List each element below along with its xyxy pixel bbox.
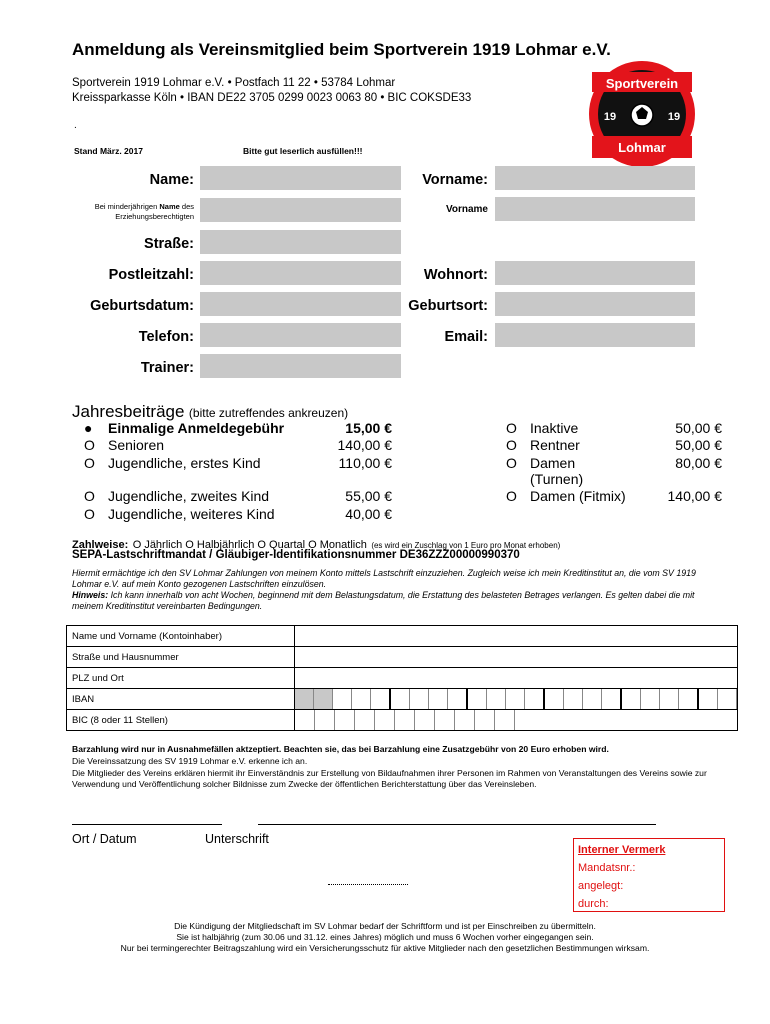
club-logo <box>588 60 696 168</box>
fee-label-continued: (Turnen) <box>530 471 584 487</box>
fee-option[interactable]: O <box>506 437 517 453</box>
fee-label: Jugendliche, erstes Kind <box>108 455 261 471</box>
fee-amount: 140,00 € <box>667 488 722 504</box>
by-label: durch: <box>578 898 609 910</box>
fee-amount: 140,00 € <box>337 437 392 453</box>
email-field[interactable] <box>495 323 695 347</box>
fee-amount: 80,00 € <box>675 455 722 471</box>
fee-label: Jugendliche, zweites Kind <box>108 488 270 504</box>
fee-label: Damen <box>530 455 576 471</box>
fee-amount: 50,00 € <box>675 420 722 436</box>
dotted-line <box>328 884 408 885</box>
statute-note: Die Vereinssatzung des SV 1919 Lohmar e.V. erkenne ich an. <box>72 756 308 766</box>
fee-label: Jugendliche, weiteres Kind <box>108 506 275 522</box>
page-title: Anmeldung als Vereinsmitglied beim Sportverein 1919 Lohmar e.V. <box>72 40 611 59</box>
created-label: angelegt: <box>578 880 624 892</box>
payment-options[interactable]: Zahlweise: O Jährlich O Halbjährlich O Quartal O Monatlich (es wird ein Zuschlag von 1 Euro pro Monat erhoben) <box>72 539 561 551</box>
geburtsdatum-label: Geburtsdatum: <box>90 298 194 314</box>
signature-label: Unterschrift <box>205 832 269 846</box>
fee-label: Einmalige Anmeldegebühr <box>108 420 285 436</box>
geburtsort-field[interactable] <box>495 292 695 316</box>
cash-note: Barzahlung wird nur in Ausnahmefällen aktzeptiert. Beachten sie, das bei Barzahlung eine Zusatzgebühr von 20 Euro erhoben wird. <box>72 744 609 754</box>
fee-option[interactable]: O <box>84 437 95 453</box>
fees-heading: Jahresbeiträge (bitte zutreffendes ankreuzen) <box>72 402 349 421</box>
form-date: Stand März. 2017 <box>74 146 143 156</box>
internal-notes-box <box>573 838 725 912</box>
logo-left-number: 19 <box>603 111 617 123</box>
signature-line <box>258 824 656 825</box>
fee-amount: 55,00 € <box>345 488 392 504</box>
mandate-number-label: Mandatsnr.: <box>578 862 636 874</box>
stray-dot: . <box>74 120 77 131</box>
date-line <box>72 824 222 825</box>
wohnort-field[interactable] <box>495 261 695 285</box>
fee-label: Senioren <box>108 437 165 453</box>
name-label: Name: <box>149 172 194 188</box>
club-address: Sportverein 1919 Lohmar e.V. • Postfach 11 22 • 53784 Lohmar <box>72 77 396 89</box>
bank-row-label: PLZ und Ort <box>67 668 295 689</box>
bank-row-label: IBAN <box>67 689 295 710</box>
strasse-field[interactable] <box>200 230 401 254</box>
fee-option[interactable]: O <box>84 506 95 522</box>
fee-amount: 50,00 € <box>675 437 722 453</box>
fee-option[interactable]: ● <box>84 420 93 436</box>
vorname-field[interactable] <box>495 166 695 190</box>
guardian-vorname-field[interactable] <box>495 197 695 221</box>
vorname-label: Vorname: <box>422 172 488 188</box>
geburtsort-label: Geburtsort: <box>408 298 488 314</box>
bank-row-label: BIC (8 oder 11 Stellen) <box>67 710 295 731</box>
fee-option[interactable]: O <box>84 455 95 471</box>
fee-label: Rentner <box>530 437 580 453</box>
wohnort-label: Wohnort: <box>423 267 488 283</box>
city-field[interactable] <box>295 668 738 689</box>
logo-right-number: 19 <box>667 111 681 123</box>
trainer-field[interactable] <box>200 354 401 378</box>
fee-option[interactable]: O <box>506 488 517 504</box>
photo-consent: Die Mitglieder des Vereins erklären hiermit ihr Einverständnis zur Erstellung von Bildaufnahmen ihrer Personen im Rahmen von Veranstaltungen des Vereins sowie zur Verwendung und Veröffentlichung solcher Bildnisse zum Zwecke der öffentlichen Berichterstattung über das Vereinsleben. <box>72 768 707 789</box>
fee-option[interactable]: O <box>84 488 95 504</box>
bic-field[interactable] <box>295 710 738 731</box>
cancellation-note: Die Kündigung der Mitgliedschaft im SV Lohmar bedarf der Schriftform und ist per Einschreiben zu übermitteln. Sie ist halbjährig (zum 30.06 und 31.12. eines Jahres) möglich und muss 6 Wochen vorher eingegangen sein. Nur bei termingerechter Beitragszahlung wird ein Versicherungsschutz für aktive Mitglieder nach den gesetzlichen Bestimmungen wirksam. <box>120 921 650 953</box>
fee-option[interactable]: O <box>506 455 517 471</box>
fill-hint: Bitte gut leserlich ausfüllen!!! <box>243 146 363 156</box>
logo-top-text: Sportverein <box>605 76 679 91</box>
strasse-label: Straße: <box>144 236 194 252</box>
bank-details-table <box>66 625 738 731</box>
sepa-heading: SEPA-Lastschriftmandat / Gläubiger-Identifikationsnummer DE36ZZZ00000990370 <box>72 549 520 561</box>
fee-amount: 15,00 € <box>345 420 392 436</box>
date-label: Ort / Datum <box>72 832 137 846</box>
iban-field[interactable] <box>295 689 738 710</box>
bank-row-label: Name und Vorname (Kontoinhaber) <box>67 626 295 647</box>
trainer-label: Trainer: <box>140 360 194 376</box>
fee-label: Damen (Fitmix) <box>530 488 626 504</box>
fee-amount: 110,00 € <box>338 455 392 471</box>
club-bank: Kreissparkasse Köln • IBAN DE22 3705 0299 0023 0063 80 • BIC COKSDE33 <box>72 92 472 104</box>
account-holder-field[interactable] <box>295 626 738 647</box>
guardian-vorname-label: Vorname <box>445 204 488 215</box>
telefon-label: Telefon: <box>138 329 194 345</box>
fee-label: Inaktive <box>530 420 579 436</box>
email-label: Email: <box>444 329 488 345</box>
fee-amount: 40,00 € <box>345 506 392 522</box>
fee-option[interactable]: O <box>506 420 517 436</box>
plz-label: Postleitzahl: <box>108 267 194 283</box>
internal-notes-title: Interner Vermerk <box>578 844 666 856</box>
bank-row-label: Straße und Hausnummer <box>67 647 295 668</box>
sepa-mandate-text: Hiermit ermächtige ich den SV Lohmar Zahlungen von meinem Konto mittels Lastschrift einzuziehen. Zugleich weise ich mein Kreditinstitut an, die vom SV 1919 Lohmar e.V. auf mein Konto gezogenen Lastschriften einzulösen. Hinweis: Ich kann innerhalb von acht Wochen, beginnend mit dem Belastungsdatum, die Erstattung des belasteten Betrages verlangen. Es gelten dabei die mit meinem Kreditinstitut vereinbarten Bedingungen. <box>72 568 696 611</box>
guardian-note: Bei minderjährigen Name des Erziehungsberechtigten <box>94 202 194 221</box>
logo-bottom-text: Lohmar <box>618 140 666 155</box>
street-field[interactable] <box>295 647 738 668</box>
